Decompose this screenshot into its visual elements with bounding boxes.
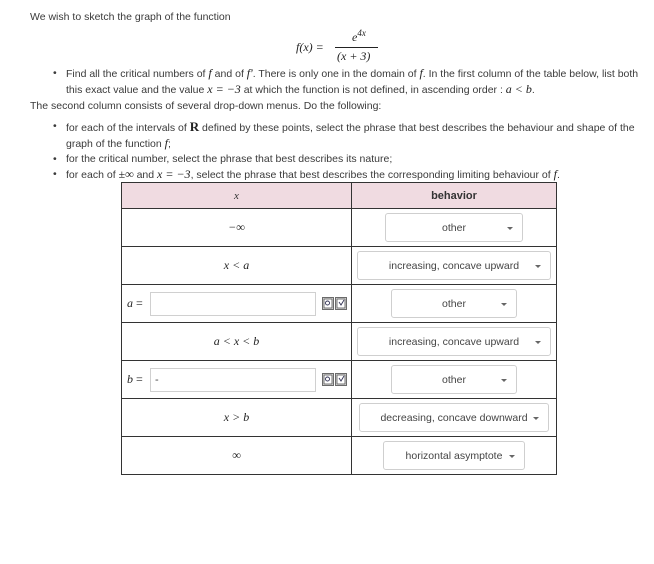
behavior-select[interactable]: increasing, concave upward: [357, 327, 551, 356]
formula-lhs: f(x) =: [296, 40, 324, 54]
help-icon[interactable]: [335, 297, 347, 310]
instruction-list-1: [30, 66, 640, 98]
instruction-item: • for each of ±∞ and x = −3, select the phrase that best describes the corresponding limiting behaviour of f.: [30, 167, 640, 183]
behavior-select[interactable]: other: [391, 365, 517, 394]
preview-icon[interactable]: [322, 373, 334, 386]
behavior-select[interactable]: other: [385, 213, 523, 242]
b-label: b =: [127, 372, 143, 386]
behavior-table: [121, 182, 557, 475]
formula-numerator: $e^{4x}$: [352, 28, 366, 44]
help-icon[interactable]: [335, 373, 347, 386]
b-value-input[interactable]: -: [150, 368, 316, 392]
chevron-down-icon: [507, 227, 513, 230]
intro-text: We wish to sketch the graph of the function: [30, 11, 231, 23]
row-x-label: −∞: [228, 220, 245, 234]
header-behavior: behavior: [352, 183, 557, 209]
chevron-down-icon: [533, 417, 539, 420]
instruction-item: • for each of the intervals of R defined by these points, select the phrase that best describes the behaviour and shape of the graph of the function f;: [30, 119, 640, 152]
instruction-list-2: [30, 119, 640, 183]
instruction-item: • for the critical number, select the phrase that best describes its nature;: [30, 152, 640, 167]
chevron-down-icon: [535, 265, 541, 268]
header-x: x: [122, 183, 352, 209]
instruction-item: • Find all the critical numbers of f and of f'. There is only one in the domain of f. In the first column of the table below, list both this exact value and the value x = −3 at which the function is not defined, in ascending order : a < b.: [30, 66, 640, 98]
behavior-select[interactable]: other: [391, 289, 517, 318]
formula-denominator: (x + 3): [337, 49, 371, 63]
a-value-input[interactable]: [150, 292, 316, 316]
behavior-select[interactable]: horizontal asymptote: [383, 441, 525, 470]
chevron-down-icon: [501, 303, 507, 306]
behavior-select[interactable]: decreasing, concave downward: [359, 403, 549, 432]
row-x-label: x < a: [223, 258, 250, 272]
dropdown-instructions: The second column consists of several drop-down menus. Do the following:: [30, 100, 382, 112]
chevron-down-icon: [509, 455, 515, 458]
behavior-select[interactable]: increasing, concave upward: [357, 251, 551, 280]
row-x-label: ∞: [232, 448, 241, 462]
a-label: a =: [127, 296, 143, 310]
chevron-down-icon: [535, 341, 541, 344]
chevron-down-icon: [501, 379, 507, 382]
row-x-label: a < x < b: [213, 334, 260, 348]
preview-icon[interactable]: [322, 297, 334, 310]
row-x-label: x > b: [223, 410, 250, 424]
